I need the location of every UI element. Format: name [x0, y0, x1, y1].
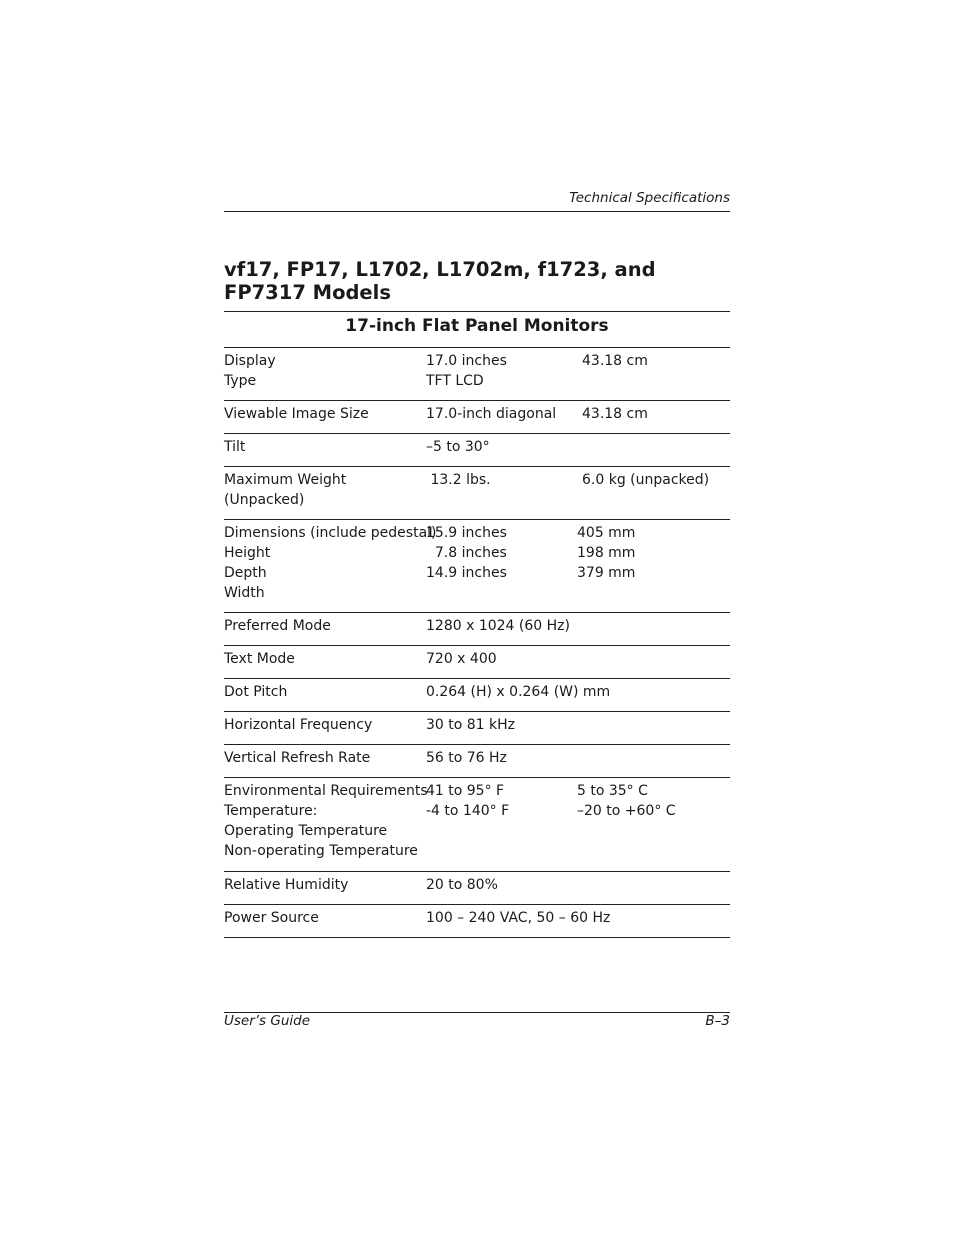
header-rule — [224, 211, 730, 212]
metric-line: 405 mm — [577, 525, 636, 541]
value-line: 720 x 400 — [426, 651, 497, 667]
row-value — [426, 875, 498, 895]
row-metric — [582, 351, 648, 371]
running-header: Technical Specifications — [569, 190, 730, 206]
value-line: 0.264 (H) x 0.264 (W) mm — [426, 684, 611, 700]
table-row — [224, 613, 730, 646]
row-label — [224, 781, 428, 861]
table-row — [224, 646, 730, 679]
label-line: Maximum Weight — [224, 472, 347, 488]
section-title — [224, 258, 730, 304]
value-line: 14.9 inches — [426, 565, 507, 581]
row-value — [426, 682, 610, 702]
row-metric — [582, 404, 648, 424]
value-line: 30 to 81 kHz — [426, 717, 516, 733]
label-line: Text Mode — [224, 651, 295, 667]
label-line: Height — [224, 545, 271, 561]
row-label — [224, 649, 295, 669]
row-value — [426, 351, 507, 391]
row-metric — [577, 523, 635, 583]
label-line: Depth — [224, 565, 267, 581]
page-number: B–3 — [705, 1013, 730, 1029]
label-line: Type — [224, 373, 257, 389]
table-row — [224, 745, 730, 778]
label-line: Horizontal Frequency — [224, 717, 373, 733]
row-value — [426, 523, 507, 583]
row-value — [426, 715, 515, 735]
spec-table — [224, 311, 730, 938]
metric-line: 6.0 kg (unpacked) — [582, 472, 710, 488]
table-row — [224, 905, 730, 938]
row-value — [426, 470, 491, 490]
value-line: -4 to 140° F — [426, 803, 510, 819]
label-line: Width — [224, 585, 265, 601]
row-value — [426, 781, 509, 821]
row-value — [426, 404, 556, 424]
table-row — [224, 872, 730, 905]
row-label — [224, 437, 245, 457]
label-line: Vertical Refresh Rate — [224, 750, 371, 766]
table-row — [224, 401, 730, 434]
row-label — [224, 682, 287, 702]
section-title-line-1: vf17, FP17, L1702, L1702m, f1723, and — [224, 258, 656, 281]
row-label — [224, 715, 372, 735]
value-line: 100 – 240 VAC, 50 – 60 Hz — [426, 910, 611, 926]
label-line: Display — [224, 353, 276, 369]
value-line: –5 to 30° — [426, 439, 490, 455]
metric-line: 379 mm — [577, 565, 636, 581]
value-line: 17.0 inches — [426, 353, 507, 369]
value-line: TFT LCD — [426, 373, 484, 389]
label-line: Relative Humidity — [224, 877, 349, 893]
metric-line: –20 to +60° C — [577, 803, 676, 819]
row-value — [426, 437, 490, 457]
row-metric — [582, 470, 709, 490]
row-label — [224, 908, 319, 928]
label-line: Temperature: — [224, 803, 318, 819]
metric-line: 5 to 35° C — [577, 783, 648, 799]
label-line: Dimensions (include pedestal) — [224, 525, 437, 541]
table-row — [224, 778, 730, 872]
metric-line: 198 mm — [577, 545, 636, 561]
row-label — [224, 404, 369, 424]
value-line: 17.0-inch diagonal — [426, 406, 557, 422]
table-row — [224, 520, 730, 613]
row-value — [426, 649, 497, 669]
table-row — [224, 467, 730, 520]
label-line: Operating Temperature — [224, 823, 388, 839]
row-label — [224, 748, 370, 768]
footer-guide-title: User’s Guide — [224, 1013, 311, 1029]
value-line: 20 to 80% — [426, 877, 498, 893]
row-label — [224, 616, 331, 636]
value-line: 7.8 inches — [426, 545, 507, 561]
value-line: 13.2 lbs. — [426, 472, 491, 488]
table-row — [224, 679, 730, 712]
label-line: Power Source — [224, 910, 319, 926]
metric-line: 43.18 cm — [582, 353, 648, 369]
label-line: Tilt — [224, 439, 246, 455]
value-line: 41 to 95° F — [426, 783, 505, 799]
label-line: Preferred Mode — [224, 618, 331, 634]
table-caption: 17-inch Flat Panel Monitors — [224, 311, 730, 348]
label-line: Dot Pitch — [224, 684, 288, 700]
section-title-line-2: FP7317 Models — [224, 281, 391, 304]
label-line: (Unpacked) — [224, 492, 305, 508]
value-line: 56 to 76 Hz — [426, 750, 507, 766]
metric-line: 43.18 cm — [582, 406, 648, 422]
value-line: 1280 x 1024 (60 Hz) — [426, 618, 570, 634]
row-label — [224, 523, 437, 603]
row-value — [426, 908, 610, 928]
table-row — [224, 348, 730, 401]
value-line: 15.9 inches — [426, 525, 507, 541]
row-label — [224, 351, 276, 391]
label-line: Environmental Requirements — [224, 783, 428, 799]
row-metric — [577, 781, 676, 821]
label-line: Non-operating Temperature — [224, 843, 418, 859]
table-row — [224, 712, 730, 745]
row-label — [224, 470, 346, 510]
row-label — [224, 875, 348, 895]
table-row — [224, 434, 730, 467]
row-value — [426, 748, 507, 768]
row-value — [426, 616, 570, 636]
label-line: Viewable Image Size — [224, 406, 369, 422]
